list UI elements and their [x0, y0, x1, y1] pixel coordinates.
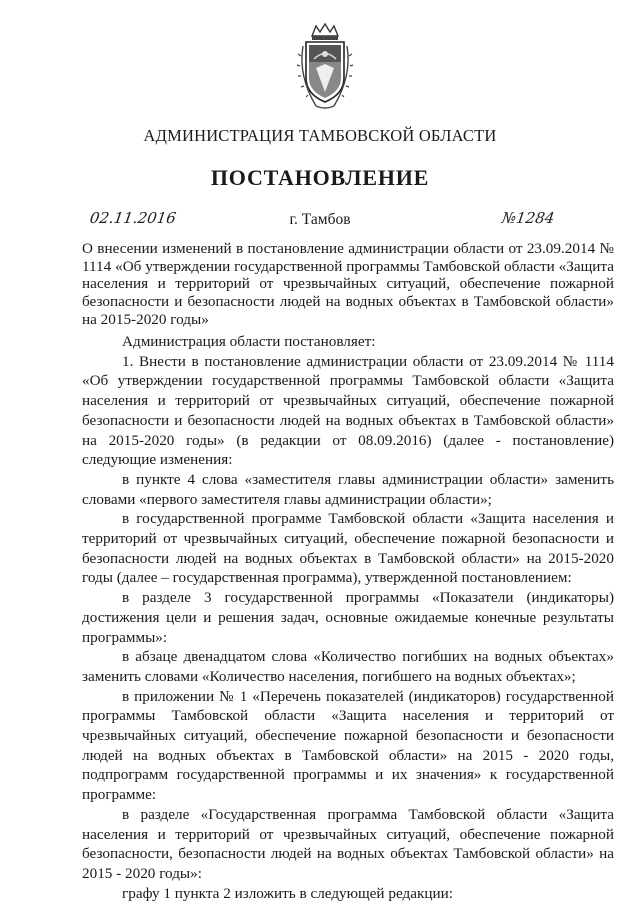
handwritten-date: 02.11.2016: [88, 209, 178, 227]
paragraph-7: в разделе «Государственная программа Тамбовской области «Защита населения и территорий от чрезвычайных ситуаций, обеспечение пожарной безопасности, безопасности людей на водных объектах Тамбовской области» на 2015 - 2020 годы»:: [82, 805, 614, 882]
paragraph-3: в государственной программе Тамбовской области «Защита населения и территорий от чрезвычайных ситуаций, обеспечение пожарной безопасности и безопасности людей на водных объектах в Тамбовской области» на 2015-2020 годы (далее – государственная программа), утвержденной постановлением:: [82, 510, 614, 587]
organization-title: АДМИНИСТРАЦИЯ ТАМБОВСКОЙ ОБЛАСТИ: [143, 126, 497, 145]
paragraph-1: 1. Внести в постановление администрации области от 23.09.2014 № 1114 «Об утверждении государственной программы Тамбовской области «Защита населения и территорий от чрезвычайных ситуаций, обеспечение пожарной безопасности и безопасности людей на водных объектах в Тамбовской области» на 2015-2020 годы» (в редакции от 08.09.2016) (далее - постановление) следующие изменения:: [82, 352, 614, 469]
document-subject: О внесении изменений в постановление администрации области от 23.09.2014 № 1114 «Об утверждении государственной программы Тамбовской области «Защита населения и территорий от чрезвычайных ситуаций, обеспечение пожарной безопасности и безопасности людей на водных объектах в Тамбовской области» на 2015-2020 годы»: [82, 240, 614, 328]
city-label: г. Тамбов: [289, 211, 351, 228]
date-line: [0, 209, 640, 233]
document-type-heading: ПОСТАНОВЛЕНИЕ: [210, 165, 430, 190]
paragraph-6: в приложении № 1 «Перечень показателей (индикаторов) государственной программы Тамбовской области «Защита населения и территорий от чрезвычайных ситуаций, обеспечение пожарной безопасности и безопасности людей на водных объектах в Тамбовской области» на 2015 - 2020 годы, подпрограмм государственной программы и их значения» к государственной программе:: [82, 687, 614, 804]
paragraph-8: графу 1 пункта 2 изложить в следующей редакции:: [122, 884, 453, 902]
paragraph-4: в разделе 3 государственной программы «Показатели (индикаторы) достижения цели и решения задач, основные ожидаемые конечные результаты программы»:: [82, 589, 614, 646]
document-body: [82, 332, 614, 903]
paragraph-2: в пункте 4 слова «заместителя главы администрации области» заменить словами «первого заместителя главы администрации области»;: [82, 470, 614, 508]
preamble: Администрация области постановляет:: [122, 333, 376, 350]
handwritten-number: №1284: [500, 209, 556, 227]
paragraph-5: в абзаце двенадцатом слова «Количество погибших на водных объектах» заменить словами «Количество населения, погибшего на водных объектах»;: [82, 648, 614, 685]
tambov-region-coat-of-arms-icon: [296, 22, 354, 110]
